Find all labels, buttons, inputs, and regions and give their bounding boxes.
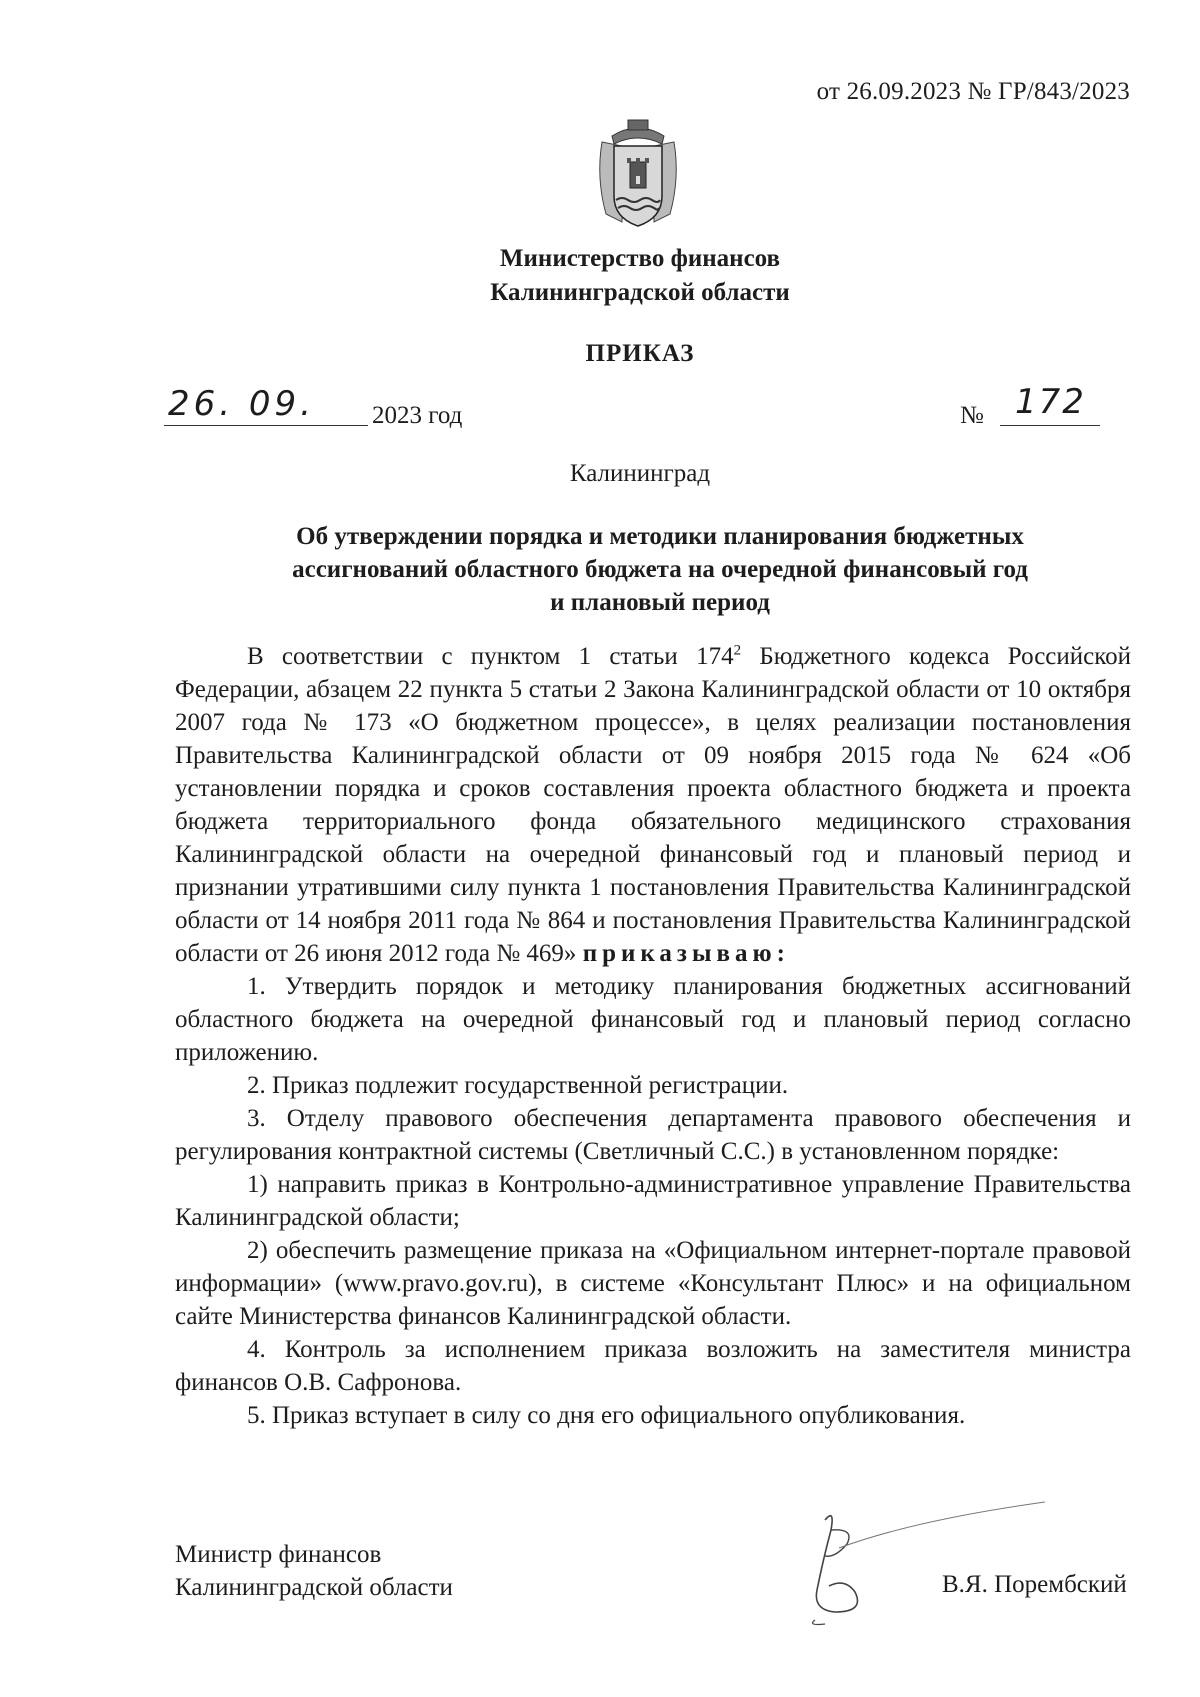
clause-3-item-2: 2) обеспечить размещение приказа на «Официальном интернет-портале правовой информации» (www.pravo.gov.ru), в системе «Консультант Плюс» и на официальном сайте Министерства финансов Калининградской области. xyxy=(175,1237,1131,1330)
clause-5: 5. Приказ вступает в силу со дня его официального опубликования. xyxy=(247,1402,966,1429)
preamble-paragraph xyxy=(175,640,1131,970)
preamble-text-rest: Бюджетного кодекса Российской Федерации, абзацем 22 пункта 5 статьи 2 Закона Калининградской области от 10 октября 2007 года № 173 «О бюджетном процессе», в целях реализации постановления Правительства Калининградской области от 09 ноября 2015 года № 624 «Об установлении порядка и сроков составления проекта областного бюджета и проекта бюджета территориального фонда обязательного медицинского страхования Калининградской области на очередной финансовый год и плановый период и признании утратившими силу пункта 1 постановления Правительства Калининградской области от 14 ноября 2011 года № 864 и постановления Правительства Калининградской области от 26 июня 2012 года № 469» xyxy=(175,643,1132,967)
order-subject xyxy=(180,520,1140,619)
document-type-title: ПРИКАЗ xyxy=(585,340,695,367)
date-year-label: 2023 год xyxy=(372,402,463,429)
signer-name: В.Я. Порембский xyxy=(942,1571,1127,1598)
handwritten-number: 172 xyxy=(1015,382,1086,422)
date-underline xyxy=(164,425,368,426)
order-body xyxy=(175,640,1131,1432)
registration-stamp: от 26.09.2023 № ГР/843/2023 xyxy=(816,78,1130,105)
clause-2: 2. Приказ подлежит государственной регистрации. xyxy=(247,1072,789,1099)
signer-title-line2: Калининградской области xyxy=(175,1574,453,1601)
handwritten-date: 26. 09. xyxy=(168,384,315,424)
signer-title xyxy=(175,1538,453,1604)
ministry-name-line1: Министерство финансов xyxy=(499,245,781,272)
clause-4: 4. Контроль за исполнением приказа возложить на заместителя министра финансов О.В. Сафронова. xyxy=(175,1336,1131,1396)
article-superscript: 2 xyxy=(733,642,742,659)
number-underline xyxy=(1000,425,1100,426)
subject-line1: Об утверждении порядка и методики планирования бюджетных xyxy=(296,523,1024,550)
ministry-name-line2: Калининградской области xyxy=(490,279,790,306)
preamble-text-start: В соответствии с пунктом 1 статьи 174 xyxy=(247,643,734,670)
clause-3: 3. Отделу правового обеспечения департамента правового обеспечения и регулирования контрактной системы (Светличный С.С.) в установленном порядке: xyxy=(175,1105,1131,1165)
signer-title-line1: Министр финансов xyxy=(175,1541,382,1568)
handwritten-signature-icon xyxy=(795,1500,1055,1630)
clause-1: 1. Утвердить порядок и методику планирования бюджетных ассигнований областного бюджета на очередной финансовый год и плановый период согласно приложению. xyxy=(175,973,1131,1066)
clause-3-item-1: 1) направить приказ в Контрольно-административное управление Правительства Калининградской области; xyxy=(175,1171,1131,1231)
city-name: Калининград xyxy=(569,460,711,487)
number-sign: № xyxy=(960,402,984,429)
order-keyword: приказываю: xyxy=(582,940,790,967)
subject-line2: ассигнований областного бюджета на очередной финансовый год xyxy=(292,556,1028,583)
coat-of-arms-icon xyxy=(592,118,684,230)
subject-line3: и плановый период xyxy=(550,589,770,616)
